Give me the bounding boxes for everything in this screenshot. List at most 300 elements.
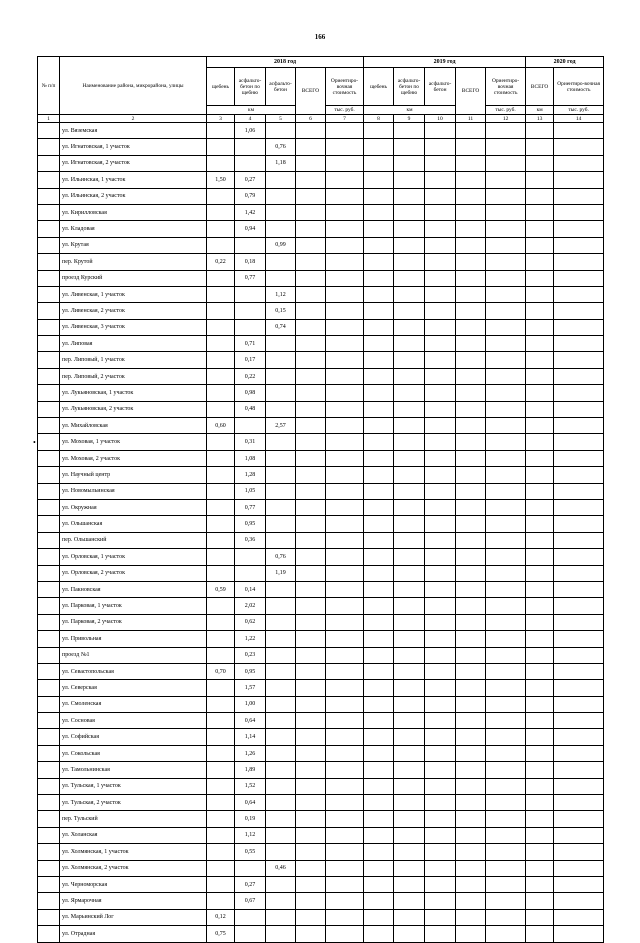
empty-cell bbox=[394, 713, 425, 729]
empty-cell bbox=[425, 549, 456, 565]
empty-cell bbox=[456, 663, 486, 679]
street-name-cell: ул. Отрадная bbox=[60, 926, 207, 942]
total-2018-cell bbox=[296, 155, 326, 171]
empty-cell bbox=[526, 860, 554, 876]
gravel-2018-cell bbox=[207, 319, 235, 335]
empty-cell bbox=[364, 204, 394, 220]
street-name-cell: ул. Пакновская bbox=[60, 581, 207, 597]
street-name-cell: ул. Тульская, 2 участок bbox=[60, 795, 207, 811]
table-row bbox=[38, 631, 604, 647]
empty-cell bbox=[486, 303, 526, 319]
empty-cell bbox=[456, 876, 486, 892]
empty-cell bbox=[394, 795, 425, 811]
total-2018-cell bbox=[296, 696, 326, 712]
empty-cell bbox=[554, 565, 604, 581]
empty-cell bbox=[554, 811, 604, 827]
table-row bbox=[38, 188, 604, 204]
empty-cell bbox=[425, 860, 456, 876]
gravel-2018-cell bbox=[207, 876, 235, 892]
table-row bbox=[38, 745, 604, 761]
column-number: 7 bbox=[326, 115, 364, 123]
street-name-cell: пер. Ольшанский bbox=[60, 532, 207, 548]
cost-2018-cell bbox=[326, 827, 364, 843]
empty-cell bbox=[526, 483, 554, 499]
row-number-cell bbox=[38, 286, 60, 302]
table-row bbox=[38, 876, 604, 892]
total-2018-cell bbox=[296, 499, 326, 515]
empty-cell bbox=[364, 745, 394, 761]
empty-cell bbox=[526, 123, 554, 139]
asphalt-2018-cell bbox=[266, 336, 296, 352]
cost-2018-cell bbox=[326, 221, 364, 237]
cost-2018-cell bbox=[326, 483, 364, 499]
cost-2018-cell bbox=[326, 499, 364, 515]
empty-cell bbox=[364, 467, 394, 483]
empty-cell bbox=[394, 286, 425, 302]
empty-cell bbox=[364, 499, 394, 515]
empty-cell bbox=[425, 401, 456, 417]
column-number: 6 bbox=[296, 115, 326, 123]
table-row bbox=[38, 401, 604, 417]
empty-cell bbox=[486, 565, 526, 581]
asphalt-gravel-2018-cell bbox=[235, 909, 266, 925]
empty-cell bbox=[364, 188, 394, 204]
empty-cell bbox=[425, 499, 456, 515]
empty-cell bbox=[456, 745, 486, 761]
empty-cell bbox=[554, 483, 604, 499]
header-2018-asphalt: асфальто-бетон bbox=[266, 68, 296, 106]
table-row bbox=[38, 385, 604, 401]
total-2018-cell bbox=[296, 581, 326, 597]
table-row bbox=[38, 303, 604, 319]
empty-cell bbox=[425, 729, 456, 745]
empty-cell bbox=[486, 762, 526, 778]
empty-cell bbox=[364, 860, 394, 876]
empty-cell bbox=[425, 516, 456, 532]
empty-cell bbox=[456, 155, 486, 171]
empty-cell bbox=[394, 926, 425, 942]
empty-cell bbox=[456, 909, 486, 925]
empty-cell bbox=[554, 303, 604, 319]
empty-cell bbox=[394, 762, 425, 778]
row-number-cell bbox=[38, 172, 60, 188]
street-name-cell: ул. Моховая, 2 участок bbox=[60, 450, 207, 466]
empty-cell bbox=[456, 139, 486, 155]
asphalt-2018-cell bbox=[266, 614, 296, 630]
empty-cell bbox=[456, 204, 486, 220]
empty-cell bbox=[456, 172, 486, 188]
empty-cell bbox=[394, 499, 425, 515]
empty-cell bbox=[526, 549, 554, 565]
street-name-cell: ул. Парковая, 2 участок bbox=[60, 614, 207, 630]
empty-cell bbox=[526, 926, 554, 942]
asphalt-gravel-2018-cell: 0,95 bbox=[235, 663, 266, 679]
row-number-cell bbox=[38, 204, 60, 220]
cost-2018-cell bbox=[326, 286, 364, 302]
asphalt-2018-cell bbox=[266, 696, 296, 712]
empty-cell bbox=[554, 909, 604, 925]
empty-cell bbox=[364, 893, 394, 909]
street-name-cell: ул. Кирилловская bbox=[60, 204, 207, 220]
cost-2018-cell bbox=[326, 565, 364, 581]
empty-cell bbox=[425, 123, 456, 139]
cost-2018-cell bbox=[326, 795, 364, 811]
asphalt-gravel-2018-cell bbox=[235, 237, 266, 253]
empty-cell bbox=[425, 237, 456, 253]
asphalt-gravel-2018-cell: 0,36 bbox=[235, 532, 266, 548]
empty-cell bbox=[554, 795, 604, 811]
empty-cell bbox=[486, 811, 526, 827]
page-number: 166 bbox=[314, 33, 326, 41]
empty-cell bbox=[486, 696, 526, 712]
total-2018-cell bbox=[296, 319, 326, 335]
asphalt-2018-cell bbox=[266, 532, 296, 548]
empty-cell bbox=[394, 385, 425, 401]
empty-cell bbox=[394, 172, 425, 188]
empty-cell bbox=[425, 368, 456, 384]
empty-cell bbox=[526, 385, 554, 401]
cost-2018-cell bbox=[326, 696, 364, 712]
asphalt-gravel-2018-cell bbox=[235, 303, 266, 319]
empty-cell bbox=[364, 254, 394, 270]
empty-cell bbox=[486, 401, 526, 417]
asphalt-gravel-2018-cell: 1,00 bbox=[235, 696, 266, 712]
street-name-cell: ул. Черноморская bbox=[60, 876, 207, 892]
row-number-cell bbox=[38, 549, 60, 565]
asphalt-2018-cell bbox=[266, 123, 296, 139]
empty-cell bbox=[554, 696, 604, 712]
total-2018-cell bbox=[296, 172, 326, 188]
header-name: Наименование района, микрорайона, улицы bbox=[60, 57, 207, 115]
asphalt-2018-cell bbox=[266, 221, 296, 237]
cost-2018-cell bbox=[326, 254, 364, 270]
empty-cell bbox=[486, 418, 526, 434]
gravel-2018-cell bbox=[207, 745, 235, 761]
table-row bbox=[38, 893, 604, 909]
empty-cell bbox=[425, 663, 456, 679]
empty-cell bbox=[486, 385, 526, 401]
empty-cell bbox=[486, 778, 526, 794]
street-name-cell: ул. Ливенская, 2 участок bbox=[60, 303, 207, 319]
asphalt-2018-cell bbox=[266, 778, 296, 794]
row-number-cell bbox=[38, 631, 60, 647]
column-number: 1 bbox=[38, 115, 60, 123]
table-row bbox=[38, 237, 604, 253]
total-2018-cell bbox=[296, 598, 326, 614]
empty-cell bbox=[394, 860, 425, 876]
asphalt-2018-cell bbox=[266, 581, 296, 597]
header-2018-total: ВСЕГО bbox=[296, 68, 326, 115]
cost-2018-cell bbox=[326, 303, 364, 319]
empty-cell bbox=[425, 418, 456, 434]
row-number-cell bbox=[38, 778, 60, 794]
empty-cell bbox=[425, 172, 456, 188]
asphalt-gravel-2018-cell: 1,22 bbox=[235, 631, 266, 647]
margin-mark: • bbox=[33, 438, 36, 447]
empty-cell bbox=[425, 483, 456, 499]
total-2018-cell bbox=[296, 795, 326, 811]
total-2018-cell bbox=[296, 647, 326, 663]
gravel-2018-cell bbox=[207, 188, 235, 204]
gravel-2018-cell bbox=[207, 385, 235, 401]
empty-cell bbox=[526, 729, 554, 745]
empty-cell bbox=[486, 893, 526, 909]
empty-cell bbox=[526, 270, 554, 286]
column-number: 4 bbox=[235, 115, 266, 123]
empty-cell bbox=[554, 270, 604, 286]
empty-cell bbox=[486, 188, 526, 204]
asphalt-gravel-2018-cell: 1,28 bbox=[235, 467, 266, 483]
empty-cell bbox=[394, 844, 425, 860]
empty-cell bbox=[456, 237, 486, 253]
empty-cell bbox=[554, 532, 604, 548]
table-row bbox=[38, 139, 604, 155]
street-name-cell: ул. Северская bbox=[60, 680, 207, 696]
empty-cell bbox=[554, 844, 604, 860]
empty-cell bbox=[364, 680, 394, 696]
total-2018-cell bbox=[296, 532, 326, 548]
street-name-cell: ул. Орловская, 2 участок bbox=[60, 565, 207, 581]
asphalt-2018-cell bbox=[266, 909, 296, 925]
empty-cell bbox=[364, 581, 394, 597]
empty-cell bbox=[364, 713, 394, 729]
asphalt-2018-cell: 1,18 bbox=[266, 155, 296, 171]
empty-cell bbox=[364, 647, 394, 663]
table-row bbox=[38, 254, 604, 270]
empty-cell bbox=[364, 663, 394, 679]
row-number-cell bbox=[38, 614, 60, 630]
gravel-2018-cell: 0,75 bbox=[207, 926, 235, 942]
empty-cell bbox=[526, 139, 554, 155]
total-2018-cell bbox=[296, 745, 326, 761]
table-row bbox=[38, 270, 604, 286]
table-row bbox=[38, 155, 604, 171]
asphalt-gravel-2018-cell bbox=[235, 139, 266, 155]
total-2018-cell bbox=[296, 729, 326, 745]
header-year-2019: 2019 год bbox=[364, 57, 526, 68]
empty-cell bbox=[425, 893, 456, 909]
empty-cell bbox=[554, 319, 604, 335]
asphalt-gravel-2018-cell: 0,22 bbox=[235, 368, 266, 384]
table-row bbox=[38, 221, 604, 237]
asphalt-gravel-2018-cell: 0,77 bbox=[235, 270, 266, 286]
asphalt-2018-cell: 1,12 bbox=[266, 286, 296, 302]
gravel-2018-cell bbox=[207, 778, 235, 794]
empty-cell bbox=[425, 909, 456, 925]
street-name-cell: ул. Смоленская bbox=[60, 696, 207, 712]
empty-cell bbox=[394, 450, 425, 466]
cost-2018-cell bbox=[326, 647, 364, 663]
table-row bbox=[38, 549, 604, 565]
asphalt-2018-cell bbox=[266, 172, 296, 188]
header-2019-cost: Ориентиро-вочная стоимость bbox=[486, 68, 526, 106]
row-number-cell bbox=[38, 811, 60, 827]
asphalt-gravel-2018-cell bbox=[235, 565, 266, 581]
empty-cell bbox=[486, 516, 526, 532]
empty-cell bbox=[456, 811, 486, 827]
total-2018-cell bbox=[296, 303, 326, 319]
row-number-cell bbox=[38, 581, 60, 597]
empty-cell bbox=[394, 614, 425, 630]
empty-cell bbox=[486, 827, 526, 843]
empty-cell bbox=[554, 286, 604, 302]
gravel-2018-cell bbox=[207, 516, 235, 532]
empty-cell bbox=[394, 319, 425, 335]
column-number: 2 bbox=[60, 115, 207, 123]
empty-cell bbox=[526, 893, 554, 909]
total-2018-cell bbox=[296, 844, 326, 860]
total-2018-cell bbox=[296, 368, 326, 384]
empty-cell bbox=[425, 336, 456, 352]
total-2018-cell bbox=[296, 188, 326, 204]
asphalt-gravel-2018-cell bbox=[235, 860, 266, 876]
column-number: 10 bbox=[425, 115, 456, 123]
asphalt-gravel-2018-cell: 0,94 bbox=[235, 221, 266, 237]
empty-cell bbox=[554, 893, 604, 909]
asphalt-2018-cell: 2,57 bbox=[266, 418, 296, 434]
street-name-cell: ул. Холмянская, 1 участок bbox=[60, 844, 207, 860]
empty-cell bbox=[486, 598, 526, 614]
empty-cell bbox=[554, 352, 604, 368]
empty-cell bbox=[526, 581, 554, 597]
table-body bbox=[38, 123, 604, 943]
empty-cell bbox=[425, 631, 456, 647]
total-2018-cell bbox=[296, 893, 326, 909]
empty-cell bbox=[486, 729, 526, 745]
empty-cell bbox=[425, 795, 456, 811]
empty-cell bbox=[425, 696, 456, 712]
empty-cell bbox=[554, 368, 604, 384]
asphalt-2018-cell bbox=[266, 926, 296, 942]
street-name-cell: пер. Тульский bbox=[60, 811, 207, 827]
total-2018-cell bbox=[296, 286, 326, 302]
empty-cell bbox=[554, 827, 604, 843]
asphalt-2018-cell bbox=[266, 729, 296, 745]
empty-cell bbox=[456, 385, 486, 401]
cost-2018-cell bbox=[326, 401, 364, 417]
street-name-cell: проезд Курский bbox=[60, 270, 207, 286]
table-row bbox=[38, 614, 604, 630]
empty-cell bbox=[456, 729, 486, 745]
empty-cell bbox=[526, 467, 554, 483]
asphalt-gravel-2018-cell bbox=[235, 155, 266, 171]
gravel-2018-cell: 0,60 bbox=[207, 418, 235, 434]
cost-2018-cell bbox=[326, 336, 364, 352]
street-name-cell: ул. Ливенская, 3 участок bbox=[60, 319, 207, 335]
asphalt-gravel-2018-cell: 1,26 bbox=[235, 745, 266, 761]
empty-cell bbox=[394, 401, 425, 417]
street-name-cell: ул. Ольшанская bbox=[60, 516, 207, 532]
empty-cell bbox=[364, 795, 394, 811]
row-number-cell bbox=[38, 352, 60, 368]
asphalt-2018-cell bbox=[266, 254, 296, 270]
asphalt-2018-cell bbox=[266, 270, 296, 286]
table-row bbox=[38, 729, 604, 745]
empty-cell bbox=[554, 729, 604, 745]
row-number-cell bbox=[38, 827, 60, 843]
table-row bbox=[38, 860, 604, 876]
empty-cell bbox=[456, 270, 486, 286]
total-2018-cell bbox=[296, 336, 326, 352]
empty-cell bbox=[364, 385, 394, 401]
row-number-cell bbox=[38, 385, 60, 401]
table-row bbox=[38, 713, 604, 729]
empty-cell bbox=[486, 237, 526, 253]
empty-cell bbox=[364, 172, 394, 188]
cost-2018-cell bbox=[326, 909, 364, 925]
row-number-cell bbox=[38, 598, 60, 614]
empty-cell bbox=[526, 827, 554, 843]
asphalt-2018-cell bbox=[266, 893, 296, 909]
empty-cell bbox=[456, 450, 486, 466]
cost-2018-cell bbox=[326, 713, 364, 729]
cost-2018-cell bbox=[326, 352, 364, 368]
street-name-cell: ул. Холанская bbox=[60, 827, 207, 843]
gravel-2018-cell bbox=[207, 762, 235, 778]
table-row bbox=[38, 450, 604, 466]
empty-cell bbox=[425, 565, 456, 581]
empty-cell bbox=[364, 631, 394, 647]
empty-cell bbox=[456, 647, 486, 663]
empty-cell bbox=[554, 418, 604, 434]
empty-cell bbox=[364, 696, 394, 712]
total-2018-cell bbox=[296, 827, 326, 843]
table-row bbox=[38, 680, 604, 696]
empty-cell bbox=[554, 926, 604, 942]
empty-cell bbox=[526, 204, 554, 220]
unit-2020-km: км bbox=[526, 106, 554, 115]
empty-cell bbox=[526, 614, 554, 630]
street-name-cell: ул. Марьинский Лог bbox=[60, 909, 207, 925]
gravel-2018-cell bbox=[207, 450, 235, 466]
asphalt-gravel-2018-cell: 0,31 bbox=[235, 434, 266, 450]
asphalt-gravel-2018-cell: 1,57 bbox=[235, 680, 266, 696]
table-row bbox=[38, 418, 604, 434]
empty-cell bbox=[526, 450, 554, 466]
cost-2018-cell bbox=[326, 729, 364, 745]
empty-cell bbox=[456, 860, 486, 876]
empty-cell bbox=[394, 647, 425, 663]
asphalt-2018-cell: 0,46 bbox=[266, 860, 296, 876]
empty-cell bbox=[554, 647, 604, 663]
row-number-cell bbox=[38, 729, 60, 745]
asphalt-2018-cell bbox=[266, 844, 296, 860]
empty-cell bbox=[554, 876, 604, 892]
cost-2018-cell bbox=[326, 778, 364, 794]
total-2018-cell bbox=[296, 516, 326, 532]
empty-cell bbox=[486, 172, 526, 188]
empty-cell bbox=[456, 762, 486, 778]
asphalt-gravel-2018-cell: 1,06 bbox=[235, 123, 266, 139]
empty-cell bbox=[486, 795, 526, 811]
asphalt-2018-cell bbox=[266, 762, 296, 778]
street-name-cell: ул. Ильинская, 1 участок bbox=[60, 172, 207, 188]
empty-cell bbox=[486, 270, 526, 286]
table-row bbox=[38, 204, 604, 220]
asphalt-2018-cell bbox=[266, 827, 296, 843]
empty-cell bbox=[554, 385, 604, 401]
asphalt-2018-cell bbox=[266, 401, 296, 417]
header-no: № п/п bbox=[38, 57, 60, 115]
asphalt-gravel-2018-cell: 0,14 bbox=[235, 581, 266, 597]
empty-cell bbox=[526, 795, 554, 811]
table-row bbox=[38, 663, 604, 679]
table-row bbox=[38, 762, 604, 778]
empty-cell bbox=[554, 336, 604, 352]
empty-cell bbox=[364, 762, 394, 778]
empty-cell bbox=[456, 926, 486, 942]
empty-cell bbox=[486, 286, 526, 302]
